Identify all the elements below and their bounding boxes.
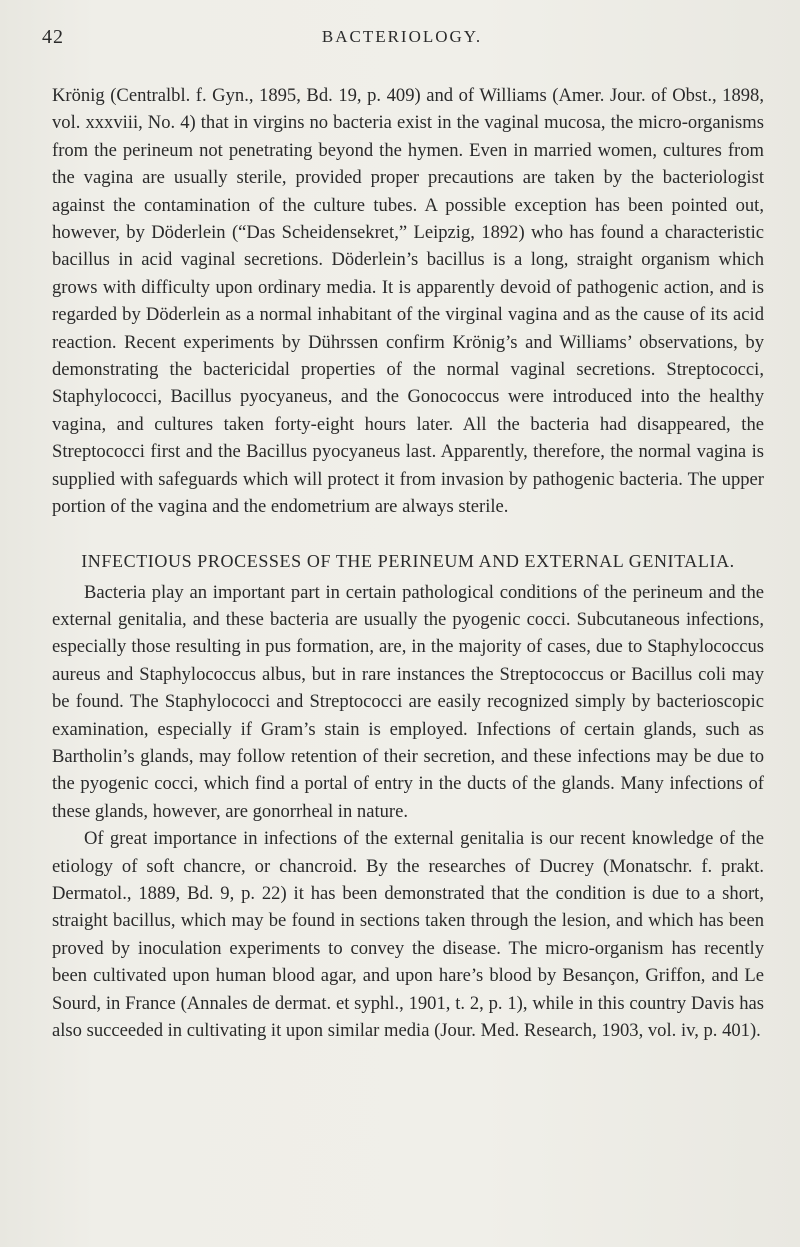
paragraph-chancroid: Of great importance in infections of the external genitalia is our recent knowledge of the etiology of soft chancre, or chancroid. By the researches of Ducrey (Monatschr. f. prakt. Dermatol., 1889, Bd. 9, p. 22) it has been demonstrated that the condition is due to a short, straight bacillus, which may be found in sections taken through the lesion, and which has been proved by inoculation experiments to convey the disease. The micro-organism has recently been cultivated upon human blood agar, and upon hare’s blood by Besançon, Griffon, and Le Sourd, in France (Annales de dermat. et syphl., 1901, t. 2, p. 1), while in this country Davis has also succeeded in cultivating it upon similar media (Jour. Med. Research, 1903, vol. iv, p. 401). bbox=[52, 828, 764, 1041]
paragraph-perineum-infections: Bacteria play an important part in certain pathological conditions of the perineum and the external genitalia, and these bacteria are usually the pyogenic cocci. Subcutaneous infections, especially those resulting in pus formation, are, in the majority of cases, due to Staphylococcus aureus and Staphylococcus albus, but in rare instances the Streptococcus or Bacillus coli may be found. The Staphylococci and Streptococci are easily recognized simply by bacterioscopic examination, especially if Gram’s stain is employed. Infections of certain glands, such as Bartholin’s glands, may follow retention of their secretion, and these infections may be due to the pyogenic cocci, which find a portal of entry in the ducts of the glands. Many infections of these glands, however, are gonorrheal in nature. bbox=[52, 581, 764, 822]
page-number: 42 bbox=[42, 26, 64, 48]
paragraph-continuation: Krönig (Centralbl. f. Gyn., 1895, Bd. 19, p. 409) and of Williams (Amer. Jour. of Obst., 1898, vol. xxxviii, No. 4) that in virgins no bacteria exist in the vaginal mucosa, the micro-organisms from the perineum not penetrating beyond the hymen. Even in married women, cultures from the vagina are usually sterile, provided proper precautions are taken by the bacteriologist against the contamination of the culture tubes. A possible exception has been pointed out, however, by Döderlein (“Das Scheidensekret,” Leipzig, 1892) who has found a characteristic bacillus in acid vaginal secretions. Döderlein’s bacillus is a long, straight organism which grows with difficulty upon ordinary media. It is apparently devoid of pathogenic action, and is regarded by Döderlein as a normal inhabitant of the virginal vagina and as the cause of its acid reaction. Recent experiments by Dührssen confirm Krönig’s and Williams’ observations, by demonstrating the bactericidal properties of the normal vaginal secretions. Streptococci, Staphylococci, Bacillus pyocyaneus, and the Gonococcus were introduced into the healthy vagina, and cultures taken forty-eight hours later. All the bacteria had disappeared, the Streptococci first and the Bacillus pyocyaneus last. Apparently, therefore, the normal vagina is supplied with safeguards which will protect it from invasion by pathogenic bacteria. The upper portion of the vagina and the endometrium are always sterile. bbox=[52, 85, 764, 518]
running-title: BACTERIOLOGY. bbox=[321, 27, 483, 46]
section-heading: INFECTIOUS PROCESSES OF THE PERINEUM AND EXTERNAL GENITALIA. bbox=[81, 550, 735, 571]
running-header bbox=[42, 26, 762, 52]
body-text bbox=[52, 82, 764, 1044]
